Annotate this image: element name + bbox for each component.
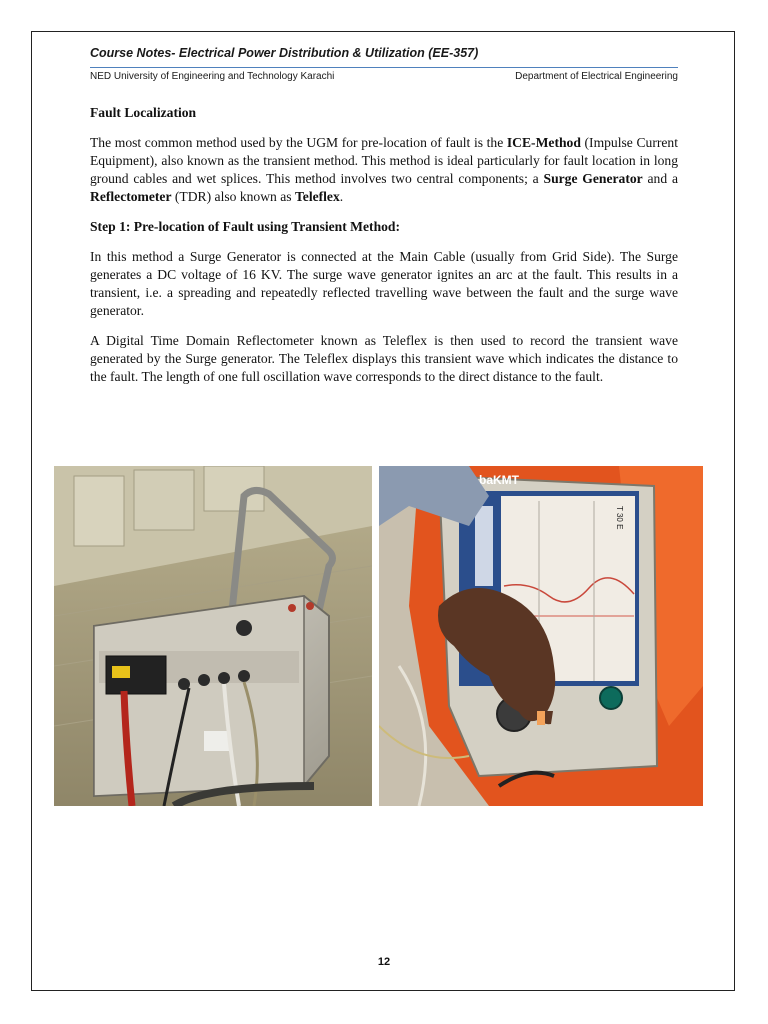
- section-heading: Fault Localization: [90, 105, 197, 120]
- header-rule: [90, 67, 678, 68]
- step1-heading: Step 1: Pre-location of Fault using Transient Method:: [90, 219, 401, 234]
- page-content: [90, 104, 678, 398]
- surge-generator-photo: [54, 466, 372, 806]
- intro-paragraph: The most common method used by the UGM for pre-location of fault is the ICE-Method (Impulse Current Equipment), also known as the transient method. This method is ideal particularly for fault location in long ground cables and wet splices. This method involves two central components; a Surge Generator and a Reflectometer (TDR) also known as Teleflex.: [90, 135, 678, 204]
- university-name: NED University of Engineering and Technology Karachi: [90, 71, 335, 82]
- photo-row: [54, 466, 703, 806]
- device-brand: baKMT: [479, 473, 519, 487]
- device-model: T 30 E: [615, 506, 624, 530]
- department-name: Department of Electrical Engineering: [515, 71, 678, 82]
- course-title: Course Notes- Electrical Power Distribution & Utilization (EE-357): [90, 46, 479, 60]
- step1-paragraph-2: A Digital Time Domain Reflectometer known as Teleflex is then used to record the transient wave generated by the Surge generator. The Teleflex displays this transient wave which indicates the distance to the fault. The length of one full oscillation wave corresponds to the direct distance to the fault.: [90, 333, 678, 384]
- page-number: 12: [377, 956, 391, 968]
- step1-paragraph-1: In this method a Surge Generator is connected at the Main Cable (usually from Grid Side). The Surge generates a DC voltage of 16 KV. The surge wave generator ignites an arc at the fault. This results in a transient, i.e. a spreading and repeatedly reflected travelling wave between the fault and the surge wave generator.: [90, 249, 678, 318]
- teleflex-photo: [379, 466, 703, 806]
